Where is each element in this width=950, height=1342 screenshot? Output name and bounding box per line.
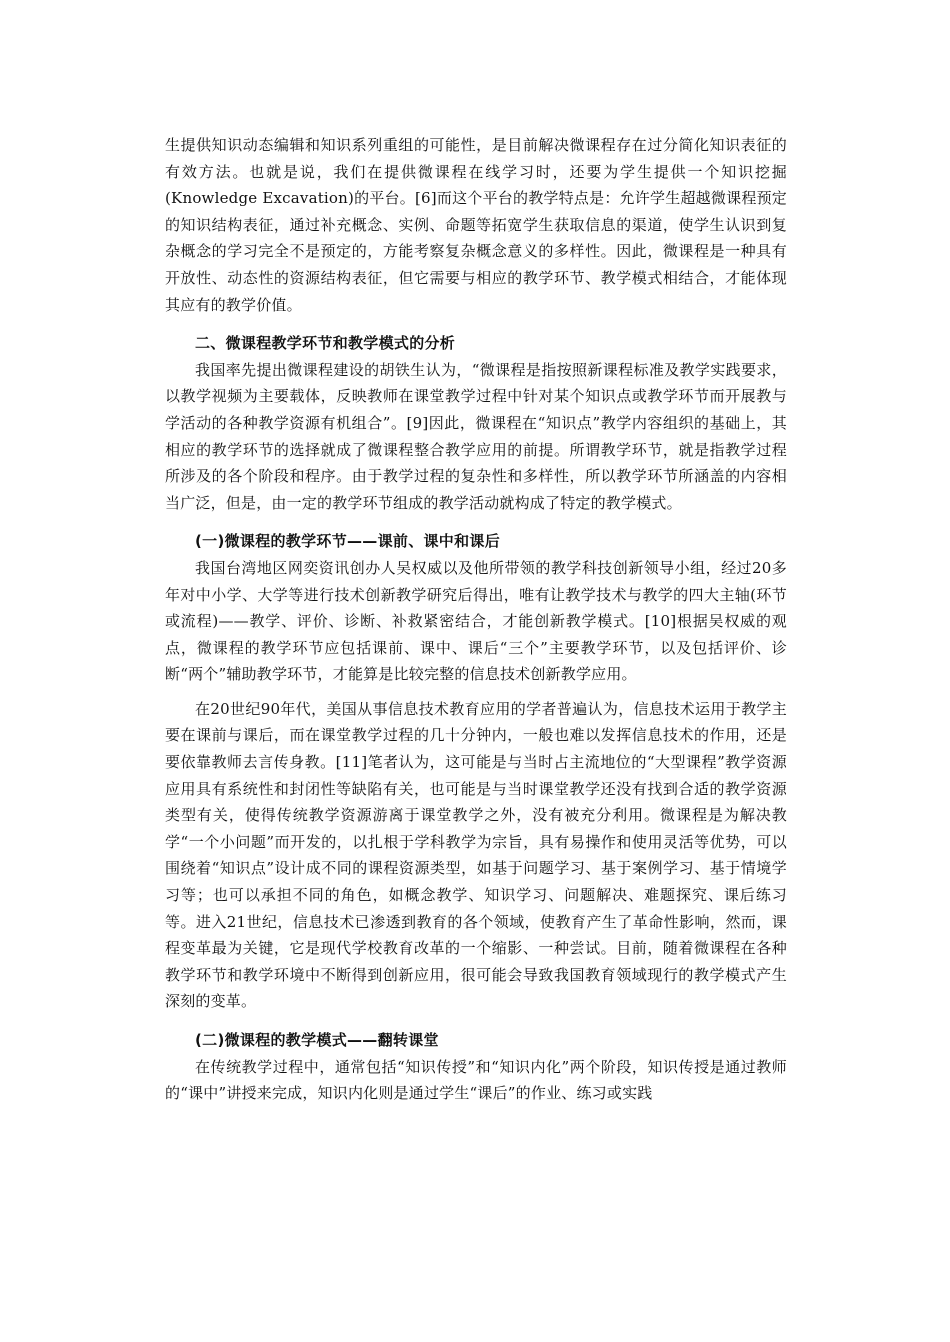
document-body xyxy=(165,132,787,1107)
subsection-heading-2: (二)微课程的教学模式——翻转课堂 xyxy=(195,1031,439,1049)
subsection-heading-1: (一)微课程的教学环节——课前、课中和课后 xyxy=(195,532,501,551)
paragraph-teaching-steps: 我国台湾地区网奕资讯创办人吴权威以及他所带领的教学科技创新领导小组，经过20多年对中小学、大学等进行技术创新教学研究后得出，唯有让教学技术与教学的四大主轴(环节或流程)——教学、评价、诊断、补救紧密结合，才能创新教学模式。[10]根据吴权威的观点，微课程的教学环节应包括课前、课中、课后“三个”主要教学环节，以及包括评价、诊断“两个”辅助教学环节，才能算是比较完整的信息技术创新教学应用。 xyxy=(165,558,787,684)
paragraph-flipped-classroom: 在传统教学过程中，通常包括“知识传授”和“知识内化”两个阶段，知识传授是通过教师的“课中”讲授来完成，知识内化则是通过学生“课后”的作业、练习或实践 xyxy=(165,1057,787,1103)
paragraph-history: 在20世纪90年代，美国从事信息技术教育应用的学者普遍认为，信息技术运用于教学主要在课前与课后，而在课堂教学过程的几十分钟内，一般也难以发挥信息技术的作用，还是要依靠教师去言传身教。[11]笔者认为，这可能是与当时占主流地位的“大型课程”教学资源应用具有系统性和封闭性等缺陷有关，也可能是与当时课堂教学还没有找到合适的教学资源类型有关，使得传统教学资源游离于课堂教学之外，没有被充分利用。微课程是为解决教学“一个小问题”而开发的，以扎根于学科教学为宗旨，具有易操作和使用灵活等优势，可以围绕着“知识点”设计成不同的课程资源类型，如基于问题学习、基于案例学习、基于情境学习等；也可以承担不同的角色，如概念教学、知识学习、问题解决、难题探究、课后练习等。进入21世纪，信息技术已渗透到教育的各个领域，使教育产生了革命性影响，然而，课程变革最为关键，它是现代学校教育改革的一个缩影、一种尝试。目前，随着微课程在各种教学环节和教学环境中不断得到创新应用，很可能会导致我国教育领域现行的教学模式产生深刻的变革。 xyxy=(165,699,787,1011)
section-heading-2: 二、微课程教学环节和教学模式的分析 xyxy=(195,334,456,353)
paragraph-definition: 我国率先提出微课程建设的胡铁生认为，“微课程是指按照新课程标准及教学实践要求，以教学视频为主要载体，反映教师在课堂教学过程中针对某个知识点或教学环节而开展教与学活动的各种教学资源有机组合”。[9]因此，微课程在“知识点”教学内容组织的基础上，其相应的教学环节的选择就成了微课程整合教学应用的前提。所谓教学环节，就是指教学过程所涉及的各个阶段和程序。由于教学过程的复杂性和多样性，所以教学环节所涵盖的内容相当广泛，但是，由一定的教学环节组成的教学活动就构成了特定的教学模式。 xyxy=(165,360,787,512)
paragraph-intro-continuation: 生提供知识动态编辑和知识系列重组的可能性，是目前解决微课程存在过分简化知识表征的有效方法。也就是说，我们在提供微课程在线学习时，还要为学生提供一个知识挖掘(Knowledge Excavation)的平台。[6]而这个平台的教学特点是：允许学生超越微课程预定的知识结构表征，通过补充概念、实例、命题等拓宽学生获取信息的渠道，使学生认识到复杂概念的学习完全不是预定的，方能考察复杂概念意义的多样性。因此，微课程是一种具有开放性、动态性的资源结构表征，但它需要与相应的教学环节、教学模式相结合，才能体现其应有的教学价值。 xyxy=(165,136,787,314)
